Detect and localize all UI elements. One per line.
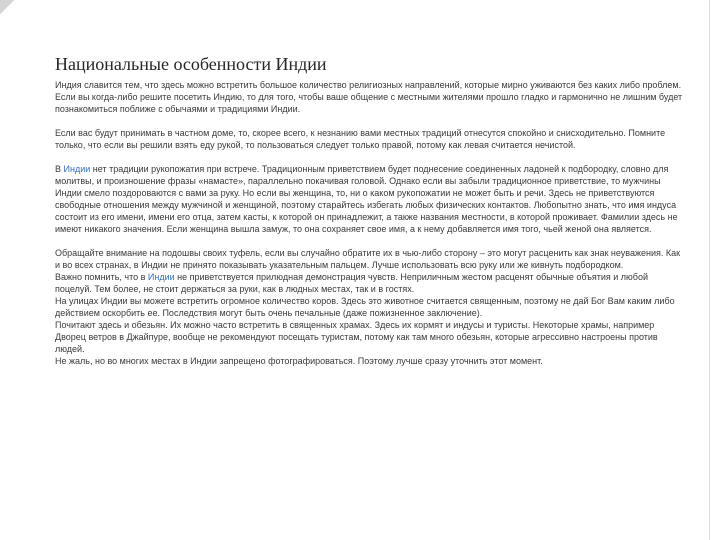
paragraph-monkeys: Почитают здесь и обезьян. Их можно часто встретить в священных храмах. Здесь их кормят и индусы и туристы. Некоторые храмы, например Дворец ветров в Джайпуре, вообще не рекомендуют посещать туристам, потому как там много обезьян, которые агрессивно настроены против людей. [55, 320, 658, 354]
text-segment: В [55, 164, 64, 174]
paragraph-food: Если вас будут принимать в частном доме, то, скорее всего, к незнанию вами местных традиций отнесутся спокойно и снисходительно. Помните только, что если вы решили взять еду рукой, то пользоваться следует только правой, потому как левая считается нечистой. [55, 128, 666, 150]
text-segment: не приветствуется прилюдная демонстрация чувств. Неприличным жестом расценят обычные объятия и любой поцелуй. Тем более, не стоит держаться за руки, как в людных местах, так и в гостях. [55, 272, 648, 294]
paragraph-feelings [55, 271, 685, 295]
paragraph-gap [55, 115, 685, 127]
paragraph-gap [55, 235, 685, 247]
text-segment: нет традиции рукопожатия при встрече. Традиционным приветствием будет поднесение соединенных ладоней к подбородку, словно для молитвы, и произношение фразы «намасте», параллельно покачивая головой. Однако если вы забыли традиционное приветствие, то мужчины Индии смело поздороваются с вами за руку. Но если вы женщина, то, ни о каком рукопожатии не может быть и речи. Здесь не приветствуются свободные отношения между мужчиной и женщиной, поэтому старайтесь избегать любых физических контактов. Любопытно знать, что имя индуса состоит из его имени, имени его отца, затем касты, к которой он принадлежит, а также названия местности, в которой проживает. Фамилии здесь не имеют никакого значения. Если женщина вышла замуж, то она сохраняет свое имя, а к нему добавляется имя того, чьей женой она является. [55, 164, 678, 234]
paragraph-religions: Индия славится тем, что здесь можно встретить большое количество религиозных направлений, которые мирно уживаются без каких либо проблем. [55, 80, 682, 90]
paragraph-shoes: Обращайте внимание на подошвы своих туфель, если вы случайно обратите их в чью-либо сторону – это могут расценить как знак неуважения. Как и во всех странах, в Индии не принято показывать указательным пальцем. Лучше использовать всю руку или же кивнуть подбородком. [55, 248, 681, 270]
paragraph-gap [55, 151, 685, 163]
highlight-india: Индии [147, 272, 175, 282]
slide-title: Национальные особенности Индии [55, 54, 327, 74]
slide-body [55, 79, 685, 367]
highlight-india: Индии [63, 164, 91, 174]
paragraph-photography: Не жаль, но во многих местах в Индии запрещено фотографироваться. Поэтому лучше сразу уточнить этот момент. [55, 356, 543, 366]
text-segment: Важно помнить, что в [55, 272, 148, 282]
corner-decoration [0, 0, 14, 14]
paragraph-greeting [55, 163, 685, 235]
right-divider-line [709, 0, 710, 540]
paragraph-cows: На улицах Индии вы можете встретить огромное количество коров. Здесь это животное считается священным, поэтому не дай Бог Вам каким либо действием оскорбить ее. Последствия могут быть очень печальные (даже пожизненное заключение). [55, 296, 675, 318]
paragraph-customs: Если вы когда-либо решите посетить Индию, то для того, чтобы ваше общение с местными жителями прошло гладко и гармонично не лишним будет познакомиться поближе с обычаями и традициями Индии. [55, 92, 683, 114]
